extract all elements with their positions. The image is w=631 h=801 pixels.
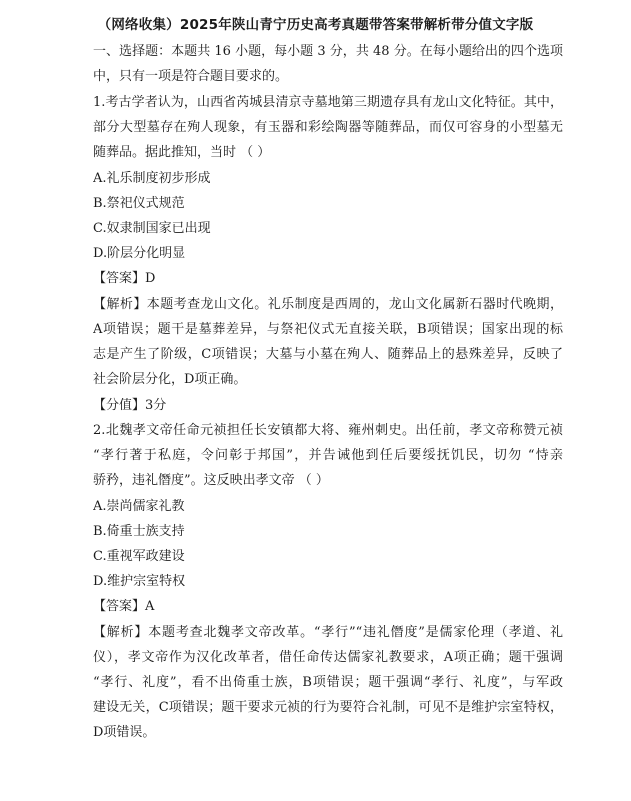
question-1-analysis-line: 【解析】本题考查龙山文化。礼乐制度是西周的，龙山文化属新石器时代晚期， [93,297,563,312]
question-2-analysis-line: 仪），孝文帝作为汉化改革者，借任命传达儒家礼教要求，A项正确；题干强调 [93,650,563,665]
question-2-stem-line: 骄矜，违礼僭度”。这反映出孝文帝 （ ） [93,473,329,488]
question-2-analysis-line: 建设无关，C项错误；题干要求元祯的行为要符合礼制，可见不是维护宗室特权， [93,700,563,715]
question-2-option-a: A.崇尚儒家礼教 [93,499,185,514]
question-1-analysis-line: A项错误；题干是墓葬差异，与祭祀仪式无直接关联，B项错误；国家出现的标 [93,322,563,337]
question-2-analysis-line: 【解析】本题考查北魏孝文帝改革。“孝行”“违礼僭度”是儒家伦理（孝道、礼 [93,625,563,640]
question-2-analysis-line: D项错误。 [93,725,156,740]
question-1-option-d: D.阶层分化明显 [93,246,186,261]
question-1-stem-line: 1.考古学者认为，山西省芮城县清京寺墓地第三期遗存具有龙山文化特征。其中， [93,95,563,110]
question-1-stem-line: 随葬品。据此推知，当时 （ ） [93,145,271,160]
question-1-analysis-line: 志是产生了阶级，C项错误；大墓与小墓在殉人、随葬品上的悬殊差异，反映了 [93,347,563,362]
question-2-option-c: C.重视军政建设 [93,549,185,564]
question-2-stem-line: “孝行著于私庭，令问彰于邦国”，并告诫他到任后要绥抚饥民，切勿 “恃亲 [93,448,563,463]
question-2-answer: 【答案】A [93,599,155,614]
question-1-option-c: C.奴隶制国家已出现 [93,221,211,236]
section-intro-line: 一、选择题：本题共 16 小题，每小题 3 分，共 48 分。在每小题给出的四个选项 [93,44,563,59]
question-1-option-a: A.礼乐制度初步形成 [93,171,211,186]
section-intro-line: 中，只有一项是符合题目要求的。 [93,69,289,84]
question-2-option-d: D.维护宗室特权 [93,574,186,589]
question-2-option-b: B.倚重士族支持 [93,524,185,539]
question-1-answer: 【答案】D [93,271,156,286]
question-1-analysis-line: 社会阶层分化，D项正确。 [93,372,247,387]
question-1-score: 【分值】3分 [93,398,167,413]
question-2-analysis-line: “孝行、礼度”，看不出倚重士族，B项错误；题干强调“孝行、礼度”，与军政 [93,675,563,690]
document-title: （网络收集）2025年陕山青宁历史高考真题带答案带解析带分值文字版 [97,17,534,33]
question-1-option-b: B.祭祀仪式规范 [93,196,185,211]
question-2-stem-line: 2.北魏孝文帝任命元祯担任长安镇都大将、雍州刺史。出任前，孝文帝称赞元祯 [93,423,563,438]
question-1-stem-line: 部分大型墓存在殉人现象，有玉器和彩绘陶器等随葬品，而仅可容身的小型墓无 [93,120,563,135]
